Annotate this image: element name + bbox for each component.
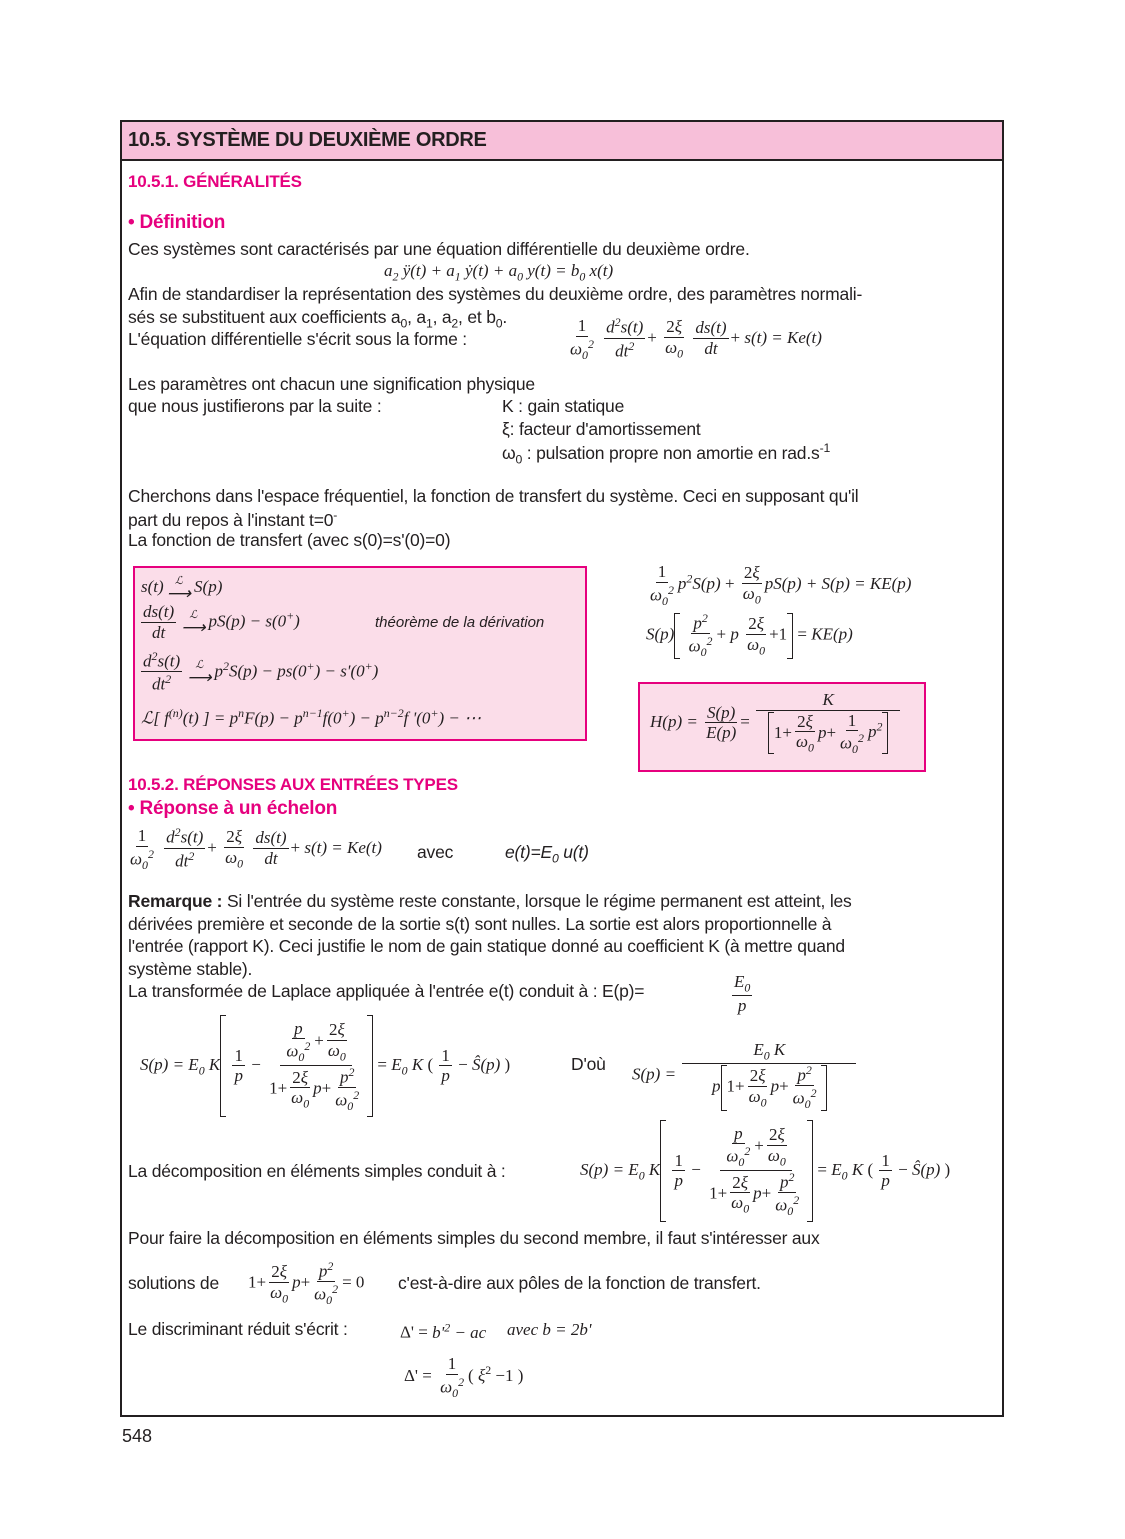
remark-line-3: l'entrée (rapport K). Ceci justifie le nom de gain statique donné au coefficient K (à mettre quand xyxy=(128,936,845,956)
dou-label: D'où xyxy=(571,1054,606,1074)
equation-laplace-domain: $\frac{1}{\omega_0^2}$ $p^2S(p)$ + $\frac{2\xi}{\omega_0}$ pS(p) + S(p) = KE(p) xyxy=(650,562,912,608)
solutions-de-label: solutions de xyxy=(128,1273,219,1293)
equation-factored: S(p) $\frac{p^2}{\omega_0^2}$ + p $\frac{2\xi}{\omega_0}$ +1 = KE(p) xyxy=(646,611,853,660)
remark-line-2: dérivées première et seconde de la sortie s(t) sont nulles. La sortie est alors proportionnelle à xyxy=(128,914,832,934)
paragraph-intro: Ces systèmes sont caractérisés par une équation différentielle du deuxième ordre. xyxy=(128,239,750,259)
discriminant-equation: $\Delta' = b'^2$ − ac xyxy=(400,1320,487,1342)
equation-output-decomposition: $S(p) = E_0$ K $\frac{1}{p}$ − $\frac{p}{\omega_0^2}$ + $\frac{2\xi}{\omega_0}$ 1+ $\frac{2\xi}{\omega_0}$ p+ $\frac{p^2}{\omega_0^2}$ = $E_0$ K ( $\frac{1}{p}$ − Ŝ(p) ) xyxy=(140,1015,510,1117)
equation-input-laplace: $\frac{E_0}{p}$ xyxy=(734,972,751,1016)
laplace-properties-box xyxy=(133,566,587,741)
laplace-row-1: s(t) ℒ ⟶ S(p) xyxy=(141,575,223,603)
equation-step-ode: $\frac{1}{\omega_0^2}$ $\frac{d^2s(t)}{dt^2}$ + $\frac{2\xi}{\omega_0}$ $\frac{ds(t)}{dt}$ + s(t) = Ke(t) xyxy=(130,825,382,872)
remark-text-1: Si l'entrée du système reste constante, lorsque le régime permanent est atteint, les xyxy=(222,891,852,911)
remark-label: Remarque : xyxy=(128,891,223,911)
paragraph-transfer: La fonction de transfert (avec s(0)=s'(0)=0) xyxy=(128,530,451,550)
paragraph-standardize-2: sés se substituent aux coefficients $a_0$, $a_1$, $a_2$, et $b_0$. xyxy=(128,307,508,331)
laplace-row-2: $\frac{ds(t)}{dt}$ ℒ ⟶ pS(p) − s(0+) xyxy=(143,602,300,642)
transfer-function-box xyxy=(638,682,926,772)
paragraph-form: L'équation différentielle s'écrit sous la forme : xyxy=(128,329,467,349)
paragraph-params-1: Les paramètres ont chacun une signification physique xyxy=(128,374,535,394)
derivation-theorem-note: théorème de la dérivation xyxy=(375,614,545,631)
decomposition-intro: La décomposition en éléments simples conduit à : xyxy=(128,1161,506,1181)
discriminant-result: Δ' = $\frac{1}{\omega_0^2}$ ( $\xi^2 -1$ ) xyxy=(404,1354,524,1400)
discriminant-note: avec b = 2b' xyxy=(507,1320,592,1339)
paragraph-params-2: que nous justifierons par la suite : xyxy=(128,396,382,416)
laplace-row-4: ℒ[ $f^{(n)}(t)$ ] = $p^nF(p) - p^{n-1}f(0^+) - p^{n-2}f$ '(0+) − ⋯ xyxy=(141,706,482,728)
page-number: 548 xyxy=(122,1426,153,1446)
equation-characteristic: 1+ $\frac{2\xi}{\omega_0}$ p+ $\frac{p^2}{\omega_0^2}$ = 0 xyxy=(248,1259,365,1308)
definition-heading: • Définition xyxy=(128,212,226,233)
avec-label: avec xyxy=(417,842,454,862)
param-omega0: $\omega_0$ : pulsation propre non amortie en $rad.s^{-1}$ xyxy=(502,441,831,467)
param-xi: ξ: facteur d'amortissement xyxy=(502,419,701,439)
param-k: K : gain statique xyxy=(502,396,625,416)
remark-line-1 xyxy=(128,891,852,912)
equation-general-ode: $a_2$ ÿ(t) + $a_1$ ẏ(t) + $a_0$ $y(t) = b_0$ x(t) xyxy=(384,261,614,284)
laplace-row-3: $\frac{d^2s(t)}{dt^2}$ ℒ ⟶ $p^2S(p) - ps(0^+) - s'(0^+)$ xyxy=(143,649,379,694)
step-response-heading: • Réponse à un échelon xyxy=(128,798,338,819)
section-title: 10.5. SYSTÈME DU DEUXIÈME ORDRE xyxy=(128,129,487,151)
poles-text: c'est-à-dire aux pôles de la fonction de transfert. xyxy=(398,1273,761,1293)
section-title-band xyxy=(122,122,1002,161)
paragraph-standardize-1: Afin de standardiser la représentation des systèmes du deuxième ordre, des paramètres normali- xyxy=(128,284,863,304)
paragraph-second-member: Pour faire la décomposition en éléments simples du second membre, il faut s'intéresser aux xyxy=(128,1228,820,1248)
paragraph-frequency-2: part du repos à l'instant t=0- xyxy=(128,508,338,530)
equation-normalized-ode: $\frac{1}{\omega_0^2}$ $\frac{d^2s(t)}{dt^2}$ + $\frac{2\xi}{\omega_0}$ $\frac{ds(t)}{dt}$ + s(t) = Ke(t) xyxy=(570,315,822,362)
input-definition: $e(t)=E_0$ u(t) xyxy=(505,842,589,866)
paragraph-frequency-1: Cherchons dans l'espace fréquentiel, la fonction de transfert du système. Ceci en supposant qu'il xyxy=(128,486,859,506)
equation-output-closed-form: S(p) = $E_0$ K p 1+ $\frac{2\xi}{\omega_0}$ p+ $\frac{p^2}{\omega_0^2}$ xyxy=(632,1040,858,1112)
laplace-input-text: La transformée de Laplace appliquée à l'entrée e(t) conduit à : E(p)= xyxy=(128,981,645,1001)
remark-line-4: système stable). xyxy=(128,959,253,979)
equation-decomposition-repeat: $S(p) = E_0$ K $\frac{1}{p}$ − $\frac{p}{\omega_0^2}$ + $\frac{2\xi}{\omega_0}$ 1+ $\frac{2\xi}{\omega_0}$ p+ $\frac{p^2}{\omega_0^2}$ = $E_0$ K ( $\frac{1}{p}$ − Ŝ(p) ) xyxy=(580,1120,950,1222)
transfer-function-equation: H(p) = $\frac{S(p)}{E(p)}$ = K 1+ $\frac{2\xi}{\omega_0}$ p+ $\frac{1}{\omega_0^2}$ $p^2$ xyxy=(650,690,902,756)
discriminant-intro: Le discriminant réduit s'écrit : xyxy=(128,1319,348,1339)
subsection-heading-responses: 10.5.2. RÉPONSES AUX ENTRÉES TYPES xyxy=(128,775,458,794)
subsection-heading-generalites: 10.5.1. GÉNÉRALITÉS xyxy=(128,172,302,191)
